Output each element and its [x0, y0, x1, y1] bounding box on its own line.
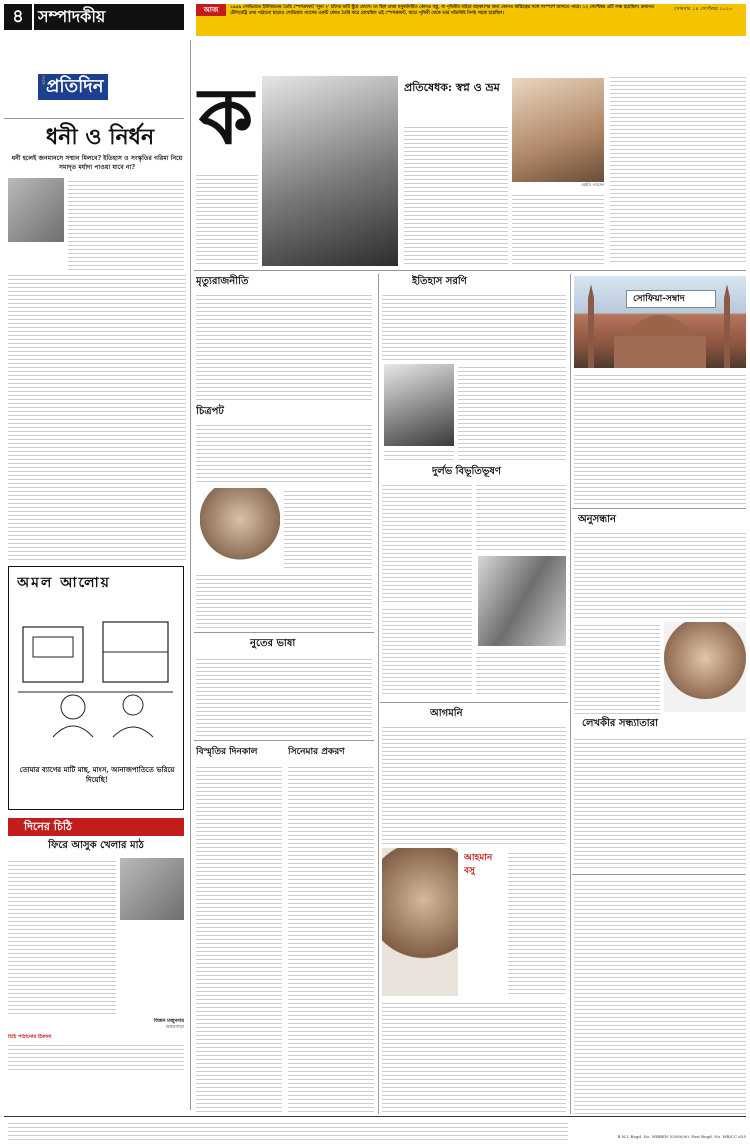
cartoon-drawing [13, 597, 179, 747]
nuter-title: নুতের ভাষা [250, 638, 296, 649]
anusandhan-body-1 [574, 530, 746, 620]
editorial-body [8, 272, 186, 562]
editorial-title: ধনী ও নির্ধন [45, 124, 155, 150]
letters-title: দিনের চিঠি [24, 820, 72, 833]
divider [572, 508, 746, 509]
letters-header [8, 818, 184, 836]
letters-photo [120, 858, 184, 920]
history-photo [384, 364, 454, 446]
anusandhan-title: অনুসন্ধান [578, 514, 617, 525]
issue-date: সোমবার ১৪ সেপ্টেম্বর ২০২০ [674, 6, 733, 12]
bismrito-title: বিস্মৃতির দিনকাল [196, 747, 258, 757]
feature-column-2 [512, 192, 604, 264]
bibhuti-title: দুর্লভ বিভূতিভূষণ [432, 466, 501, 477]
chitrapat-photo [200, 488, 280, 566]
feature-intro [196, 172, 258, 264]
cartoon-caption: তোমার ব্যাগের মাটি মাছ, মাংস, আনাজপাতিতে ভরিয়ে দিয়েছি! [19, 765, 175, 784]
writer-body [574, 736, 746, 870]
cinema-body [288, 764, 374, 1114]
bibhuti-body-4 [476, 650, 566, 696]
column-divider [570, 274, 571, 1114]
letter-body [8, 858, 116, 1014]
divider [194, 740, 374, 741]
feature-big-letter: ক [198, 72, 254, 162]
editorial-photo [8, 178, 64, 242]
nuter-body [196, 656, 372, 736]
column-divider [378, 274, 379, 1114]
sofia-title: সোফিয়া-সম্বাদ [633, 294, 685, 304]
section-label: সম্পাদকীয় [34, 4, 184, 30]
agaman-body [382, 724, 566, 844]
right-column-body [574, 878, 746, 1114]
contact-details [8, 1042, 184, 1070]
contact-title: চিঠি পাঠানোর ঠিকানা [8, 1034, 52, 1040]
politics-title: মৃত্যুরাজনীতি [196, 276, 249, 287]
cartoon-title: অমল আলোয় [17, 575, 111, 591]
history-title: ইতিহাস সরণি [412, 276, 467, 287]
agaman-title: আগমনি [430, 708, 463, 719]
letter-signature: বিজন মজুমদার [153, 1018, 184, 1024]
author-body-1 [508, 850, 566, 996]
feature-column-3 [610, 74, 746, 264]
history-body-1 [382, 292, 566, 360]
newspaper-logo[interactable] [38, 74, 108, 100]
page-number: ৪ [4, 4, 32, 30]
chitrapat-title: চিত্রপট [196, 406, 224, 417]
footer-divider [4, 1116, 746, 1117]
divider [194, 270, 746, 271]
history-body-3 [384, 448, 454, 460]
author-photo [382, 848, 458, 996]
ticker-bar [196, 4, 746, 36]
ticker-text: ১৯৫৯ সোভিয়েত ইউনিয়নের তৈরি স্পেসক্রাফট 'লুনা ২' চাঁদের মাটি ছুঁয়ে ফেলে। তা ছিল প্রথম মনুষ্যনির্মিত কোনও বস্তু, যা পৃথিবীর বাইরে মহাকাশের অন্য কোনও অস্তিত্বের সঙ্গে সংস্পর্শে আসতে পারে। ১২ সেপ্টেম্বর এটি লঞ্চ হয়েছিল। ক্রমাগত টেলিমেট্রি তথ্য পাঠানো ছাড়াও সোডিয়াম গ্যাসের একটি মেঘও তৈরি করে রেখেছিল এই স্পেসক্রাফট, যাতে পৃথিবী থেকে তার গতিবিধি নির্ণয় সহজ হয়েছিল। [230, 5, 655, 16]
divider [194, 632, 374, 633]
feature-column-1 [404, 124, 508, 264]
column-divider [190, 40, 191, 1110]
editorial-body-intro [68, 178, 184, 270]
author-name: আহমান বসু [464, 853, 493, 876]
logo-text: প্রতিদিন [46, 76, 104, 97]
bismrito-body [196, 764, 282, 1114]
author-body-2 [382, 1000, 566, 1114]
footer-imprint [8, 1120, 568, 1142]
logo-small-text: সংবাদ [41, 75, 46, 85]
sofia-header [626, 290, 716, 308]
larson-caption: হেইডি লারসন [581, 182, 604, 187]
bibhuti-photo [478, 556, 566, 646]
feature-title: প্রতিষেধক: স্বপ্ন ও ভ্রম [404, 81, 500, 94]
footer-registration: R.N.I. Regd. No. WBBEN 53080/90, Post Regd. No. WB/CC 635 [617, 1134, 746, 1139]
larson-photo [512, 78, 604, 182]
writer-title: লেখকীর সন্ধ্যাতারা [582, 718, 659, 729]
chitrapat-body-2 [284, 488, 372, 570]
bibhuti-body-3 [382, 606, 472, 696]
ticker-label: আজ [196, 4, 226, 16]
chitrapat-body-3 [196, 572, 372, 628]
anusandhan-body-2 [574, 622, 660, 714]
editorial-deck: ধনী হলেই জনমানসে সম্মান মিলবে? ইতিহাস ও সংস্কৃতির গরিমা নিয়ে সমাদৃত মর্যাদা পাওয়া যাবে না? [11, 155, 183, 171]
anusandhan-photo [664, 622, 746, 712]
politics-body [196, 292, 372, 400]
chitrapat-body-1 [196, 422, 372, 482]
bibhuti-body-1 [382, 482, 472, 602]
cartoon-box [8, 566, 184, 810]
feature-main-photo [262, 76, 398, 266]
letters-headline: ফিরে আসুক খেলার মাঠ [48, 840, 144, 851]
letter-signature-place: উত্তরপাড়া [165, 1025, 184, 1030]
divider [4, 118, 184, 119]
sofia-body [574, 372, 746, 504]
divider [380, 702, 568, 703]
cinema-title: সিনেমার প্রকরণ [288, 747, 345, 757]
divider [572, 874, 746, 875]
history-body-2 [458, 364, 566, 460]
bibhuti-body-2 [476, 482, 566, 552]
